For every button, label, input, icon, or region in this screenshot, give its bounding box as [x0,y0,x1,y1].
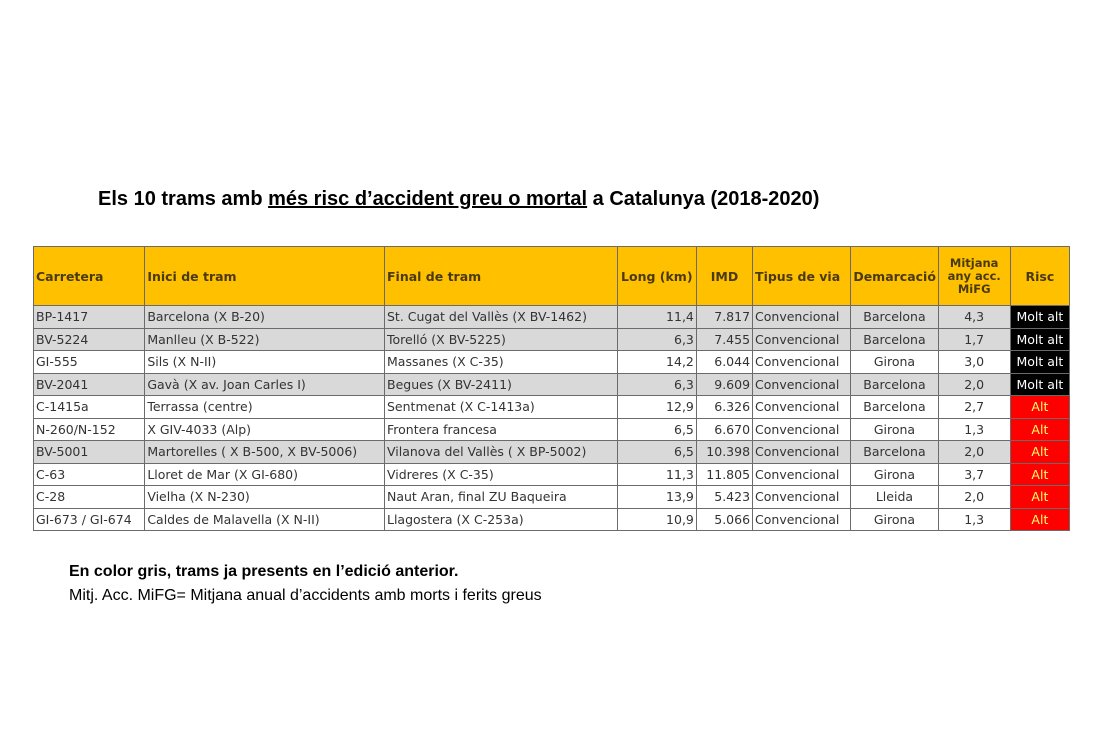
cell-demarcacio: Barcelona [851,328,938,351]
cell-risc: Molt alt [1010,328,1069,351]
header-inici: Inici de tram [145,247,385,306]
cell-tipus: Convencional [753,373,851,396]
cell-mitjana: 2,0 [938,486,1010,509]
table-row [34,486,1070,509]
cell-tipus: Convencional [753,463,851,486]
table-row [34,441,1070,464]
cell-mitjana: 2,0 [938,441,1010,464]
cell-mitjana: 3,0 [938,351,1010,374]
header-demarcacio: Demarcació [851,247,938,306]
trams-table [33,246,1070,531]
cell-inici: Caldes de Malavella (X N-II) [145,508,385,531]
cell-demarcacio: Girona [851,508,938,531]
cell-carretera: N-260/N-152 [34,418,145,441]
cell-tipus: Convencional [753,306,851,329]
cell-carretera: BV-5224 [34,328,145,351]
cell-tipus: Convencional [753,486,851,509]
cell-imd: 10.398 [696,441,752,464]
cell-risc: Alt [1010,463,1069,486]
cell-imd: 5.066 [696,508,752,531]
table-row [34,351,1070,374]
cell-final: Torelló (X BV-5225) [385,328,618,351]
cell-demarcacio: Barcelona [851,441,938,464]
cell-imd: 5.423 [696,486,752,509]
cell-risc: Molt alt [1010,306,1069,329]
header-mitjana: Mitjana any acc. MiFG [938,247,1010,306]
cell-long: 6,5 [617,441,696,464]
cell-risc: Alt [1010,418,1069,441]
cell-tipus: Convencional [753,351,851,374]
cell-demarcacio: Barcelona [851,373,938,396]
title-prefix: Els 10 trams amb [98,188,269,210]
cell-carretera: C-63 [34,463,145,486]
cell-tipus: Convencional [753,441,851,464]
cell-inici: Terrassa (centre) [145,396,385,419]
cell-mitjana: 3,7 [938,463,1010,486]
cell-carretera: GI-555 [34,351,145,374]
cell-carretera: BV-2041 [34,373,145,396]
header-final: Final de tram [385,247,618,306]
table-row [34,418,1070,441]
cell-carretera: C-28 [34,486,145,509]
cell-final: Naut Aran, final ZU Baqueira [385,486,618,509]
cell-inici: Lloret de Mar (X GI-680) [145,463,385,486]
cell-carretera: BP-1417 [34,306,145,329]
table-row [34,373,1070,396]
cell-inici: Martorelles ( X B-500, X BV-5006) [145,441,385,464]
cell-tipus: Convencional [753,418,851,441]
cell-risc: Alt [1010,441,1069,464]
cell-imd: 6.326 [696,396,752,419]
cell-final: Begues (X BV-2411) [385,373,618,396]
cell-demarcacio: Girona [851,351,938,374]
header-carretera: Carretera [34,247,145,306]
cell-carretera: BV-5001 [34,441,145,464]
cell-long: 14,2 [617,351,696,374]
cell-final: Frontera francesa [385,418,618,441]
cell-imd: 7.455 [696,328,752,351]
cell-final: Vidreres (X C-35) [385,463,618,486]
cell-long: 13,9 [617,486,696,509]
title-suffix: a Catalunya (2018-2020) [587,188,820,210]
cell-inici: Manlleu (X B-522) [145,328,385,351]
cell-long: 11,4 [617,306,696,329]
cell-demarcacio: Barcelona [851,396,938,419]
cell-risc: Alt [1010,508,1069,531]
page-title [98,188,819,211]
cell-carretera: GI-673 / GI-674 [34,508,145,531]
cell-imd: 11.805 [696,463,752,486]
cell-mitjana: 2,0 [938,373,1010,396]
table-row [34,396,1070,419]
cell-final: Vilanova del Vallès ( X BP-5002) [385,441,618,464]
cell-long: 6,3 [617,373,696,396]
cell-tipus: Convencional [753,396,851,419]
cell-final: Llagostera (X C-253a) [385,508,618,531]
cell-imd: 6.044 [696,351,752,374]
cell-long: 6,5 [617,418,696,441]
cell-inici: Gavà (X av. Joan Carles I) [145,373,385,396]
cell-mitjana: 2,7 [938,396,1010,419]
cell-tipus: Convencional [753,328,851,351]
cell-long: 6,3 [617,328,696,351]
cell-risc: Molt alt [1010,373,1069,396]
cell-mitjana: 4,3 [938,306,1010,329]
table-header-row [34,247,1070,306]
cell-mitjana: 1,3 [938,508,1010,531]
cell-mitjana: 1,3 [938,418,1010,441]
title-underlined: més risc d’accident greu o mortal [268,188,588,210]
cell-mitjana: 1,7 [938,328,1010,351]
cell-final: Massanes (X C-35) [385,351,618,374]
table-row [34,306,1070,329]
header-tipus: Tipus de via [753,247,851,306]
table-row [34,508,1070,531]
cell-inici: Sils (X N-II) [145,351,385,374]
cell-final: Sentmenat (X C-1413a) [385,396,618,419]
abbr-note: Mitj. Acc. MiFG= Mitjana anual d’accidents amb morts i ferits greus [69,587,542,604]
table-row [34,328,1070,351]
cell-final: St. Cugat del Vallès (X BV-1462) [385,306,618,329]
header-risc: Risc [1010,247,1069,306]
cell-risc: Molt alt [1010,351,1069,374]
cell-demarcacio: Girona [851,463,938,486]
cell-demarcacio: Lleida [851,486,938,509]
table-row [34,463,1070,486]
cell-long: 10,9 [617,508,696,531]
cell-imd: 6.670 [696,418,752,441]
cell-risc: Alt [1010,486,1069,509]
cell-inici: Vielha (X N-230) [145,486,385,509]
cell-tipus: Convencional [753,508,851,531]
header-long: Long (km) [617,247,696,306]
cell-inici: X GIV-4033 (Alp) [145,418,385,441]
cell-demarcacio: Barcelona [851,306,938,329]
cell-carretera: C-1415a [34,396,145,419]
header-imd: IMD [696,247,752,306]
cell-imd: 7.817 [696,306,752,329]
cell-long: 11,3 [617,463,696,486]
cell-demarcacio: Girona [851,418,938,441]
gray-note: En color gris, trams ja presents en l’edició anterior. [69,563,459,580]
cell-inici: Barcelona (X B-20) [145,306,385,329]
cell-risc: Alt [1010,396,1069,419]
cell-imd: 9.609 [696,373,752,396]
cell-long: 12,9 [617,396,696,419]
